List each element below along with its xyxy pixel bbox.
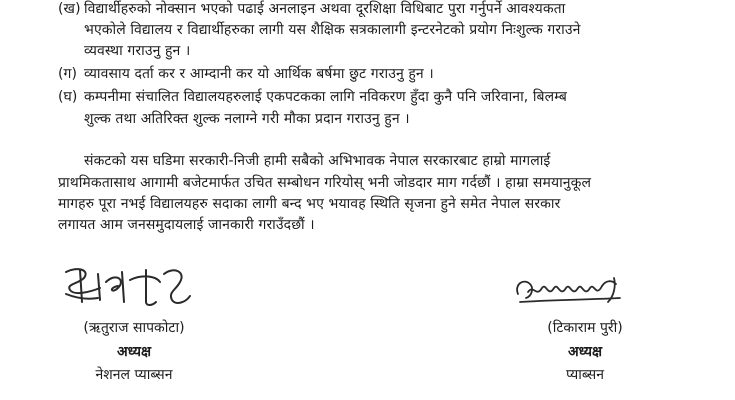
closing-line-3: मागहरु पूरा नभई विद्यालयहरु सदाका लागी बन्द भए भयावह स्थिति सृजना हुने समेत नेपाल सरकार bbox=[58, 196, 561, 212]
demand-gha-line-1: कम्पनीमा संचालित विद्यालयहरुलाई एकपटकका लागि नविकरण हुँदा कुनै पनि जरिवाना, बिलम्ब bbox=[84, 89, 567, 105]
demand-gha-marker: (घ) bbox=[58, 89, 78, 105]
demand-kha-line-3: व्यवस्था गराउनु हुन । bbox=[84, 43, 191, 59]
demand-ga-line-1: व्यावसाय दर्ता कर र आम्दानी कर यो आर्थिक बर्षमा छुट गराउनु हुन । bbox=[84, 66, 434, 82]
signature-left bbox=[60, 262, 195, 310]
signatory-right-title: अध्यक्ष bbox=[567, 344, 603, 360]
signatory-left-org: नेशनल प्याब्सन bbox=[95, 367, 173, 383]
signatory-right-name: (टिकाराम पुरी) bbox=[547, 320, 623, 336]
demand-kha-line-2: भएकोले विद्यालय र विद्यार्थीहरुका लागी यस शैक्षिक सत्रकालागी इन्टरनेटको प्रयोग निःशुल्क गराउने bbox=[84, 22, 581, 38]
closing-line-4: लगायत आम जनसमुदायलाई जानकारी गराउँदछौं । bbox=[58, 217, 315, 233]
closing-line-1: संकटको यस घडिमा सरकारी-निजी हामी सबैको अभिभावक नेपाल सरकारबाट हाम्रो मागलाई bbox=[84, 153, 551, 169]
signatory-right-org: प्याब्सन bbox=[565, 367, 605, 383]
signatory-left-name: (ऋतुराज सापकोटा) bbox=[83, 320, 185, 336]
demand-ga-marker: (ग) bbox=[58, 66, 78, 82]
signature-right bbox=[510, 270, 630, 310]
demand-kha-marker: (ख) bbox=[58, 1, 81, 17]
signatory-left-title: अध्यक्ष bbox=[116, 344, 152, 360]
demand-gha-line-2: शुल्क तथा अतिरिक्त शुल्क नलाग्ने गरी मौका प्रदान गराउनु हुन । bbox=[84, 111, 410, 127]
demand-kha-line-1: विद्यार्थीहरुको नोक्सान भएको पढाई अनलाइन अथवा दूरशिक्षा विधिबाट पुरा गर्नुपर्ने आवश्यकता bbox=[84, 1, 566, 17]
closing-line-2: प्राथमिकतासाथ आगामी बजेटमार्फत उचित सम्बोधन गरियोस् भनी जोडदार माग गर्दछौं । हाम्रा समयानुकूल bbox=[58, 175, 592, 191]
